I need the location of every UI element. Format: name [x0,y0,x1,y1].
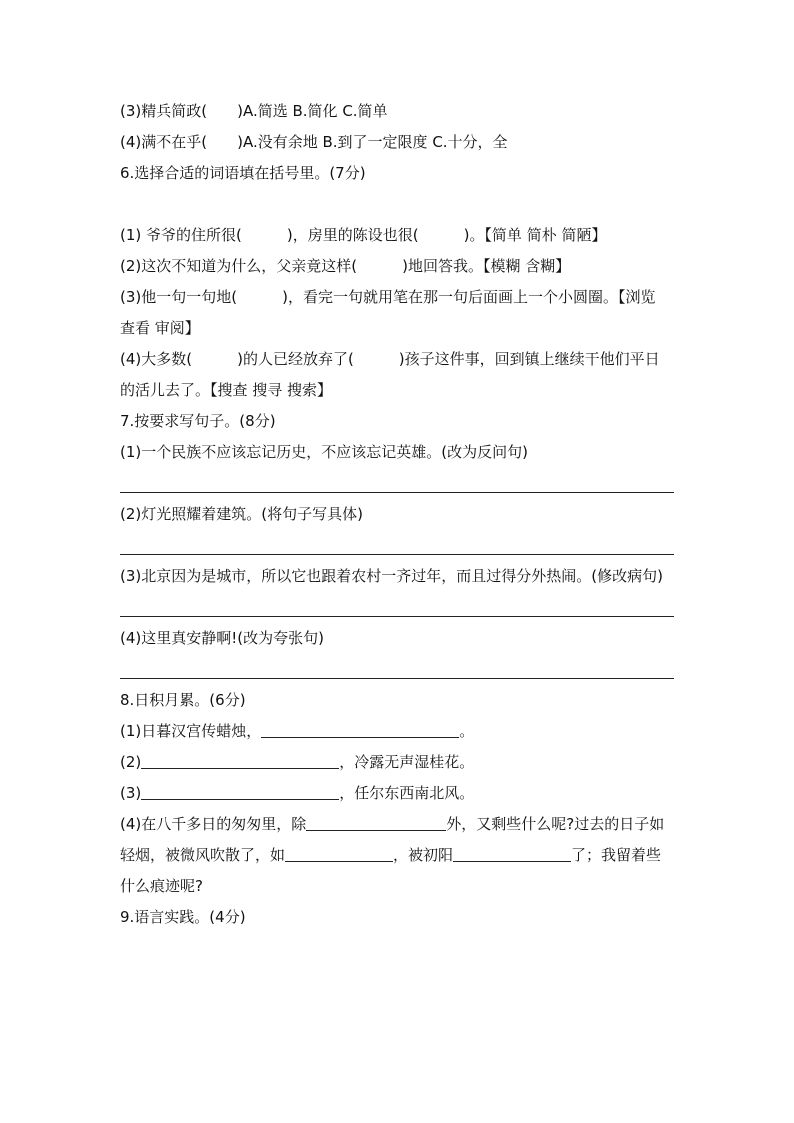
q8-item-1-prefix: (1)日暮汉宫传蜡烛， [120,722,262,740]
q8-blank-2[interactable] [141,750,339,769]
worksheet-page [120,96,674,933]
q8-blank-1[interactable] [261,719,459,738]
q8-title: 8.日积月累。(6分) [120,691,246,709]
q7-answer-line-1[interactable] [120,468,674,493]
q6-item-1: (1) 爷爷的住所很( )，房里的陈设也很( )。【简单 简朴 简陋】 [120,226,607,244]
q7-answer-line-4[interactable] [120,654,674,679]
q8-item-3-prefix: (3) [120,784,142,802]
q8-item-4-c: ，被初阳 [393,846,454,864]
q8-item-3 [120,778,674,809]
q5-item-4: (4)满不在乎( )A.没有余地 B.到了一定限度 C.十分，全 [120,133,508,151]
q8-blank-5[interactable] [285,843,393,862]
q6-item-2: (2)这次不知道为什么，父亲竟这样( )地回答我。【模糊 含糊】 [120,257,571,275]
q8-item-4-b: 外，又剩些什么呢?过去的日子如轻烟，被微风吹散了，如 [120,815,665,864]
q8-item-2-suffix: ，冷露无声湿桂花。 [339,753,475,771]
q7-item-2: (2)灯光照耀着建筑。(将句子写具体) [120,505,363,523]
q6-item-3: (3)他一句一句地( )，看完一句就用笔在那一句后面画上一个小圆圈。【浏览 查看 审阅】 [120,288,656,337]
q7-answer-line-3[interactable] [120,592,674,617]
q6-title: 6.选择合适的词语填在括号里。(7分) [120,164,366,182]
q8-item-1 [120,716,674,747]
q8-item-2-prefix: (2) [120,753,142,771]
q7-item-1: (1)一个民族不应该忘记历史，不应该忘记英雄。(改为反问句) [120,443,528,461]
q7-answer-line-2[interactable] [120,530,674,555]
q9-title: 9.语言实践。(4分) [120,908,246,926]
q8-item-4-d: 了；我留着些什么痕迹呢? [120,846,662,895]
q7-item-3: (3)北京因为是城市，所以它也跟着农村一齐过年，而且过得分外热闹。(修改病句) [120,567,663,585]
q7-title: 7.按要求写句子。(8分) [120,412,276,430]
q8-blank-4[interactable] [306,812,446,831]
q8-item-2 [120,747,674,778]
q6-item-4: (4)大多数( )的人已经放弃了( )孩子这件事，回到镇上继续干他们平日的活儿去了。【搜查 搜寻 搜索】 [120,350,660,399]
q8-blank-6[interactable] [453,843,571,862]
q8-item-4-a: (4)在八千多日的匆匆里，除 [120,815,307,833]
spacer [120,189,674,220]
q8-item-1-suffix: 。 [459,722,475,740]
q8-item-3-suffix: ，任尔东西南北风。 [339,784,475,802]
q5-item-3: (3)精兵简政( )A.简选 B.简化 C.简单 [120,102,388,120]
q8-item-4 [120,809,674,902]
q8-blank-3[interactable] [141,781,339,800]
q7-item-4: (4)这里真安静啊!(改为夸张句) [120,629,324,647]
